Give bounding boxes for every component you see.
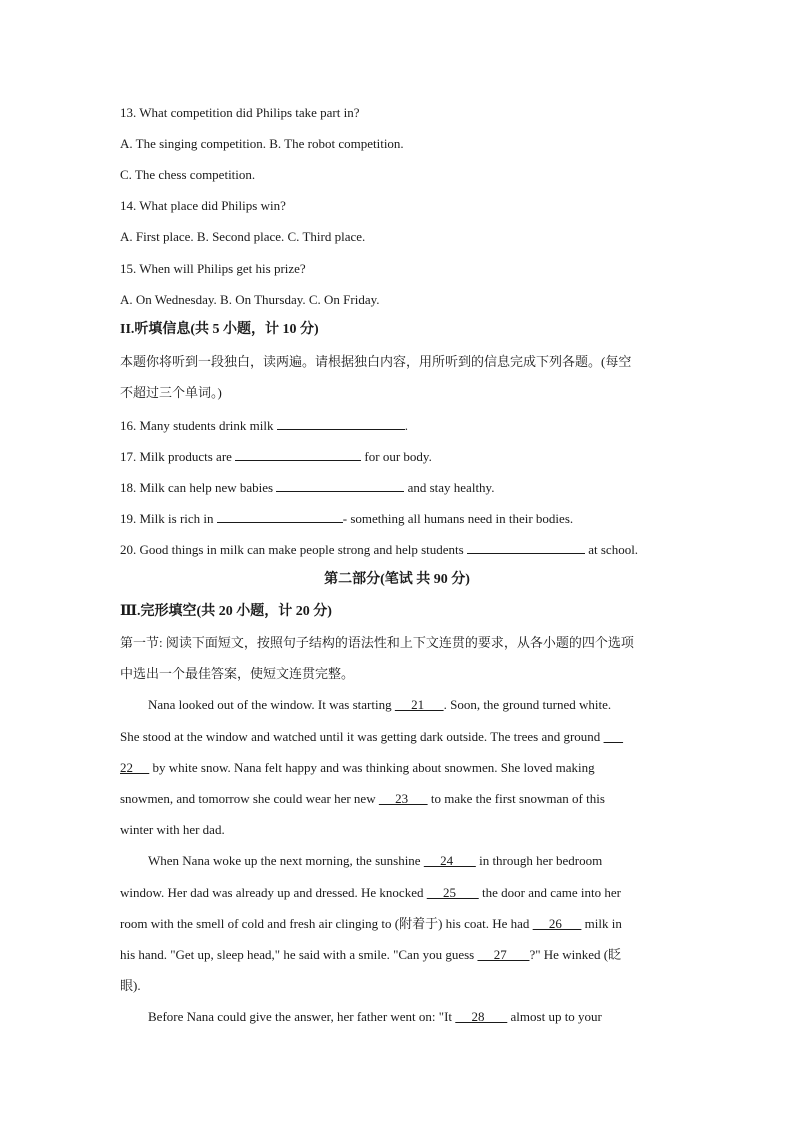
passage-line xyxy=(120,916,622,932)
passage-text: milk in xyxy=(581,916,622,931)
question-18-text: 18. Milk can help new babies xyxy=(120,480,277,495)
cloze-blank-21[interactable]: 21 xyxy=(394,697,444,712)
passage-line xyxy=(120,791,605,807)
cloze-blank-27[interactable]: 27 xyxy=(477,947,530,962)
question-20-tail: at school. xyxy=(584,542,639,557)
passage-line xyxy=(120,729,623,745)
passage-line xyxy=(148,853,602,869)
passage-text: Nana looked out of the window. It was starting xyxy=(148,697,395,712)
section-2-instruction-line2: 不超过三个单词。) xyxy=(120,385,222,400)
passage-text: When Nana woke up the next morning, the sunshine xyxy=(148,853,424,868)
question-13-option-c: C. The chess competition. xyxy=(120,167,256,182)
question-19-text: 19. Milk is rich in xyxy=(120,511,217,526)
passage-line xyxy=(148,697,611,713)
question-16-tail: . xyxy=(404,418,408,433)
passage-text: his hand. "Get up, sleep head," he said with a smile. "Can you guess xyxy=(120,947,478,962)
question-13-options-ab: A. The singing competition. B. The robot competition. xyxy=(120,136,404,151)
answer-blank-20[interactable] xyxy=(467,541,585,554)
section-3-instruction-line2: 中选出一个最佳答案，使短文连贯完整。 xyxy=(120,666,355,681)
part-2-title: 第二部分(笔试 共 90 分) xyxy=(324,572,470,587)
passage-text: room with the smell of cold and fresh air clinging to (附着于) his coat. He had xyxy=(120,916,533,931)
section-3-instruction-line1: 第一节: 阅读下面短文，按照句子结构的语法性和上下文连贯的要求，从各小题的四个选项 xyxy=(120,635,634,650)
passage-text: the door and came into her xyxy=(478,885,621,900)
answer-blank-17[interactable] xyxy=(235,448,361,461)
section-2-heading: II.听填信息(共 5 小题，计 10 分) xyxy=(120,322,319,337)
passage-text: to make the first snowman of this xyxy=(427,791,605,806)
question-19-tail: - something all humans need in their bodies. xyxy=(342,511,574,526)
cloze-blank-26[interactable]: 26 xyxy=(532,916,582,931)
answer-blank-19[interactable] xyxy=(217,510,343,523)
passage-text: in through her bedroom xyxy=(475,853,603,868)
question-19 xyxy=(120,510,573,527)
answer-blank-18[interactable] xyxy=(276,479,404,492)
passage-text: almost up to your xyxy=(507,1009,602,1024)
section-3-heading: Ⅲ.完形填空(共 20 小题，计 20 分) xyxy=(120,604,332,619)
cloze-blank-25[interactable]: 25 xyxy=(426,885,479,900)
cloze-blank-24[interactable]: 24 xyxy=(423,853,476,868)
passage-line xyxy=(120,885,621,901)
section-2-instruction-line1: 本题你将听到一段独白，读两遍。请根据独白内容，用所听到的信息完成下列各题。(每空 xyxy=(120,354,632,369)
cloze-blank-22-start[interactable] xyxy=(604,729,624,744)
passage-line xyxy=(148,1009,602,1025)
question-14-options: A. First place. B. Second place. C. Third place. xyxy=(120,229,366,244)
question-20 xyxy=(120,541,638,558)
question-18 xyxy=(120,479,494,496)
cloze-blank-22[interactable]: 22 xyxy=(120,760,150,775)
passage-text: Before Nana could give the answer, her father went on: "It xyxy=(148,1009,456,1024)
answer-blank-16[interactable] xyxy=(277,417,405,430)
question-16-text: 16. Many students drink milk xyxy=(120,418,277,433)
question-14: 14. What place did Philips win? xyxy=(120,198,286,213)
question-15: 15. When will Philips get his prize? xyxy=(120,261,306,276)
passage-line: winter with her dad. xyxy=(120,822,225,837)
passage-line xyxy=(120,760,595,776)
question-16 xyxy=(120,417,408,434)
passage-text: She stood at the window and watched until it was getting dark outside. The trees and ground xyxy=(120,729,604,744)
question-18-tail: and stay healthy. xyxy=(404,480,495,495)
question-17 xyxy=(120,448,432,465)
passage-text: by white snow. Nana felt happy and was thinking about snowmen. She loved making xyxy=(149,760,595,775)
passage-line xyxy=(120,947,621,963)
passage-line: 眼). xyxy=(120,978,141,993)
question-17-text: 17. Milk products are xyxy=(120,449,236,464)
cloze-blank-28[interactable]: 28 xyxy=(455,1009,508,1024)
passage-text: window. Her dad was already up and dressed. He knocked xyxy=(120,885,427,900)
question-20-text: 20. Good things in milk can make people strong and help students xyxy=(120,542,467,557)
passage-text: ?" He winked (眨 xyxy=(529,947,622,962)
passage-text: . Soon, the ground turned white. xyxy=(443,697,612,712)
question-15-options: A. On Wednesday. B. On Thursday. C. On Friday. xyxy=(120,292,380,307)
passage-text: snowmen, and tomorrow she could wear her new xyxy=(120,791,379,806)
question-13: 13. What competition did Philips take part in? xyxy=(120,105,360,120)
cloze-blank-23[interactable]: 23 xyxy=(378,791,428,806)
question-17-tail: for our body. xyxy=(361,449,432,464)
